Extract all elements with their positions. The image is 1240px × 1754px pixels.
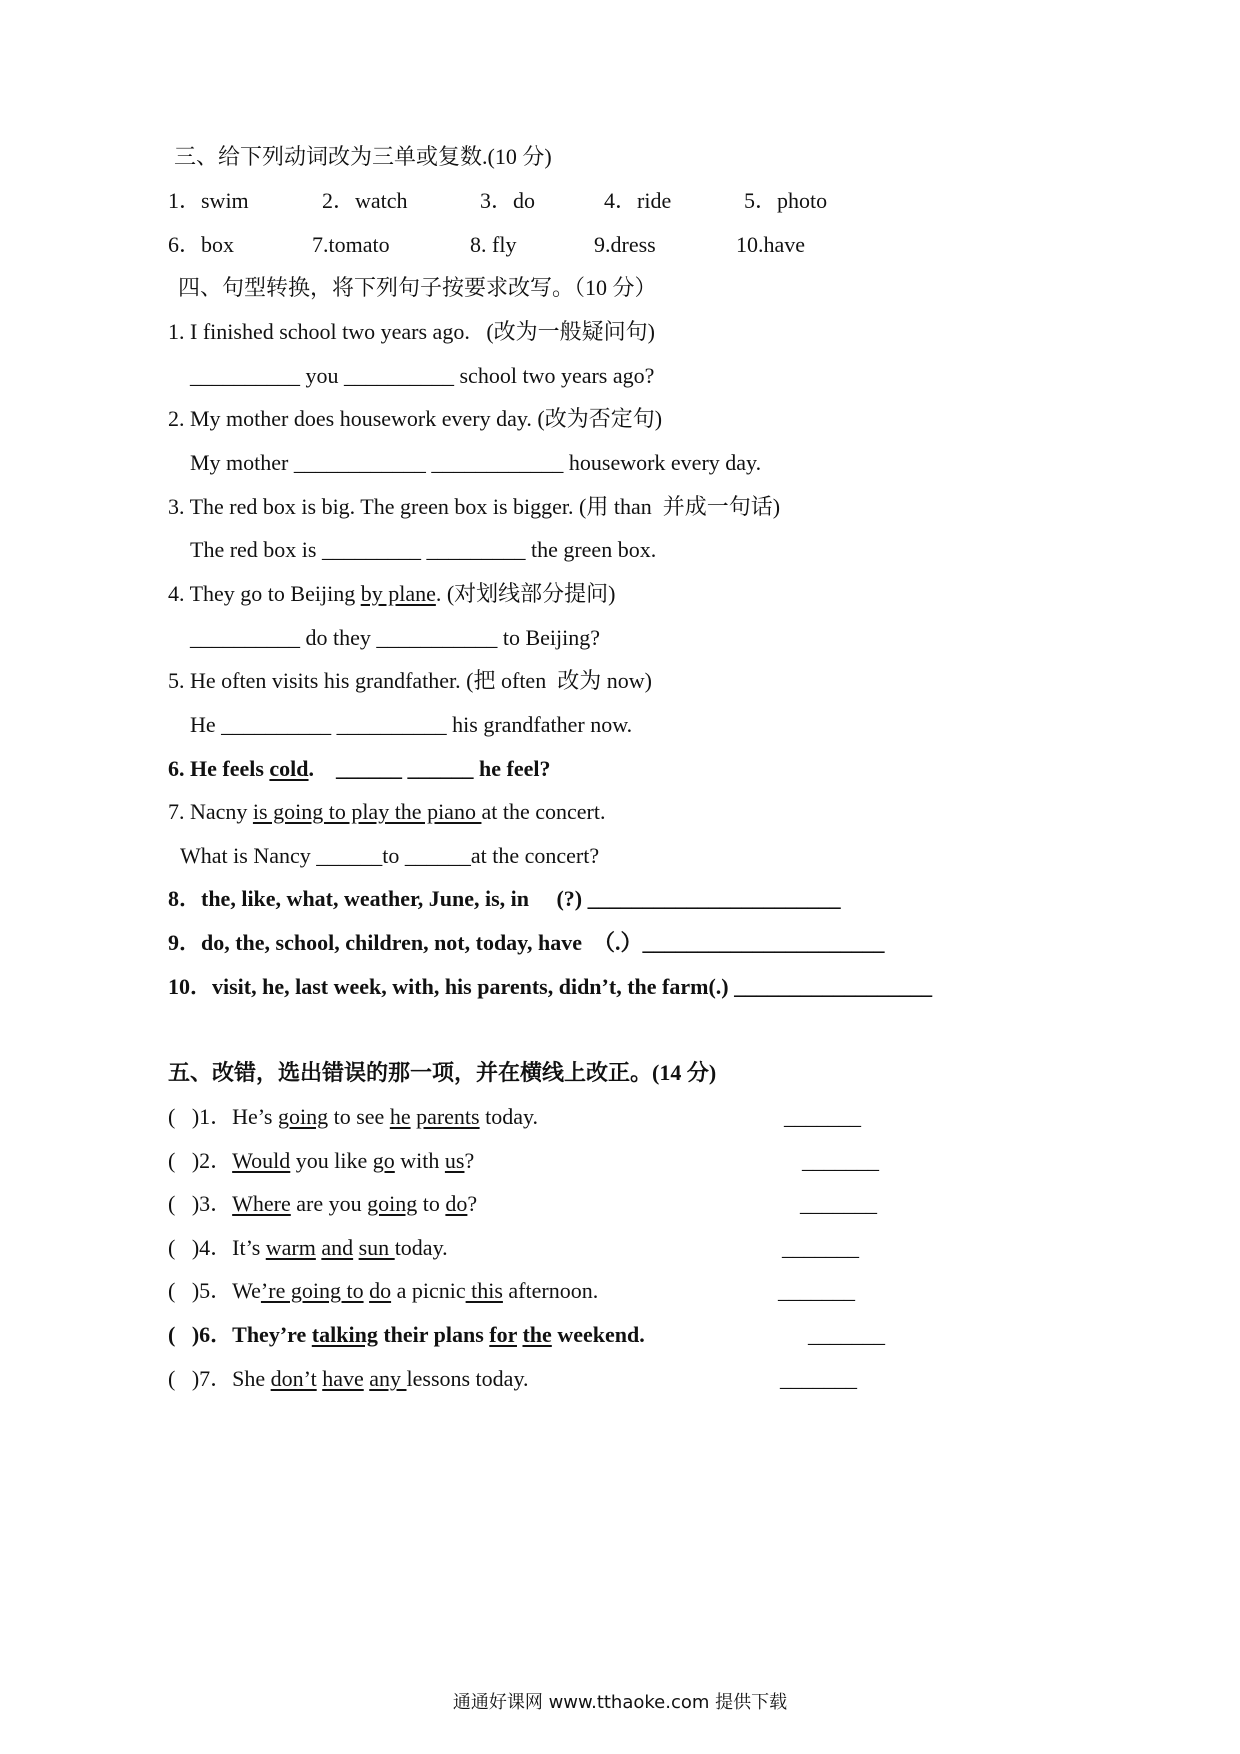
option-c: sun: [358, 1235, 395, 1260]
s4-question-10: [168, 972, 932, 1002]
row-text: today.: [394, 1235, 448, 1260]
word-6: 6．box: [168, 232, 235, 257]
page-footer: 通通好课网 www.tthaoke.com 提供下载: [452, 1692, 788, 1713]
s4-question-1: 1. I finished school two years ago. (改为一般疑问句): [168, 319, 655, 344]
s5-row-6: [168, 1320, 645, 1350]
option-b: going: [367, 1191, 418, 1216]
s4-question-3: 3. The red box is big. The green box is bigger. (用 than 并成一句话): [168, 494, 781, 519]
option-a: ’re going to: [260, 1278, 364, 1303]
s4-question-5: 5. He often visits his grandfather. (把 often 改为 now): [168, 668, 652, 693]
row-text: with: [394, 1148, 445, 1173]
option-a: going: [277, 1104, 329, 1129]
row-text: a picnic: [391, 1278, 466, 1303]
word-1: 1．swim: [168, 188, 249, 213]
s4-answer-4: __________ do they ___________ to Beijing?: [190, 625, 601, 650]
word-4: 4．ride: [604, 188, 672, 213]
s4-answer-5: He __________ __________ his grandfather now.: [190, 712, 633, 737]
row-text: to see: [328, 1104, 390, 1129]
s5-answer-blank-2: _______: [802, 1148, 879, 1173]
s5-answer-blank-6: _______: [808, 1322, 885, 1347]
option-b: have: [322, 1366, 364, 1391]
row-text: their plans: [377, 1322, 490, 1347]
q7-text-b: at the concert.: [481, 799, 606, 824]
word-7: 7.tomato: [312, 232, 390, 257]
q10-text: 10．visit, he, last week, with, his parents, didn’t, the farm(.): [168, 974, 735, 999]
s5-answer-blank-1: _______: [784, 1104, 861, 1129]
q4-text-a: 4. They go to Beijing: [168, 581, 361, 606]
option-b: he: [389, 1104, 411, 1129]
s5-answer-blank-4: _______: [782, 1235, 859, 1260]
row-text: today.: [479, 1104, 539, 1129]
row-text: weekend.: [551, 1322, 645, 1347]
row-text: ( )7．She: [168, 1366, 271, 1391]
q6-text-b: . ______ ______ he feel?: [308, 756, 551, 781]
s4-answer-7: What is Nancy ______to ______at the concert?: [180, 843, 600, 868]
s4-question-6: [168, 754, 551, 784]
row-text: ?: [467, 1191, 478, 1216]
section-5-title: 五、改错，选出错误的那一项，并在横线上改正。(14 分): [168, 1060, 717, 1085]
row-text: ( )2．: [168, 1148, 233, 1173]
section-4-title: 四、句型转换，将下列句子按要求改写。（10 分）: [178, 275, 657, 300]
s5-row-2: [168, 1146, 474, 1176]
s4-question-9: 9．do, the, school, children, not, today, have （.）______________________: [168, 930, 885, 955]
option-c: the: [522, 1322, 552, 1347]
s5-row-7: [168, 1364, 529, 1394]
q7-underlined: is going to play the piano: [252, 799, 482, 824]
option-b: and: [321, 1235, 354, 1260]
row-text: ( )4．It’s: [168, 1235, 266, 1260]
word-9: 9.dress: [594, 232, 656, 257]
s5-row-5: [168, 1276, 598, 1306]
q6-text-a: 6. He feels: [168, 756, 270, 781]
option-a: don’t: [270, 1366, 317, 1391]
s4-question-8: 8．the, like, what, weather, June, is, in (?) _______________________: [168, 886, 841, 911]
option-b: go: [372, 1148, 395, 1173]
option-a: talking: [311, 1322, 378, 1347]
word-2: 2．watch: [322, 188, 408, 213]
row-text: ( )6．They’re: [168, 1322, 312, 1347]
word-10: 10.have: [736, 232, 806, 257]
row-text: are you: [290, 1191, 368, 1216]
s4-question-2: 2. My mother does housework every day. (改为否定句): [168, 406, 663, 431]
q4-underlined: by plane: [360, 581, 436, 606]
s5-row-1: [168, 1102, 538, 1132]
option-c: any: [369, 1366, 407, 1391]
row-text: lessons today.: [406, 1366, 529, 1391]
word-8: 8. fly: [470, 232, 517, 257]
q6-underlined: cold: [269, 756, 309, 781]
option-a: Would: [232, 1148, 291, 1173]
s5-row-4: [168, 1233, 448, 1263]
word-3: 3．do: [480, 188, 536, 213]
q4-text-b: . (对划线部分提问): [435, 581, 616, 606]
q10-blank: __________________: [734, 974, 933, 999]
s4-answer-2: My mother ____________ ____________ housework every day.: [190, 450, 762, 475]
s4-answer-1: __________ you __________ school two years ago?: [190, 363, 655, 388]
s4-answer-3: The red box is _________ _________ the green box.: [190, 537, 657, 562]
option-c: us: [444, 1148, 465, 1173]
s4-question-7: [168, 797, 605, 827]
option-b: for: [489, 1322, 517, 1347]
q7-text-a: 7. Nacny: [168, 799, 253, 824]
row-text: afternoon.: [502, 1278, 599, 1303]
option-a: warm: [265, 1235, 316, 1260]
row-text: ( )1．He’s: [168, 1104, 278, 1129]
row-text: to: [417, 1191, 446, 1216]
option-b: do: [369, 1278, 392, 1303]
s5-row-3: [168, 1189, 477, 1219]
word-5: 5．photo: [744, 188, 828, 213]
option-c: do: [445, 1191, 468, 1216]
s5-answer-blank-7: _______: [780, 1366, 857, 1391]
option-c: parents: [416, 1104, 480, 1129]
option-c: this: [465, 1278, 503, 1303]
s4-question-4: [168, 579, 616, 609]
row-text: you like: [290, 1148, 373, 1173]
s5-answer-blank-5: _______: [778, 1278, 855, 1303]
option-a: Where: [232, 1191, 291, 1216]
row-text: ( )3．: [168, 1191, 233, 1216]
s5-answer-blank-3: _______: [800, 1191, 877, 1216]
row-text: ?: [464, 1148, 475, 1173]
row-text: ( )5．We: [168, 1278, 261, 1303]
section-3-title: 三、给下列动词改为三单或复数.(10 分): [174, 144, 552, 169]
